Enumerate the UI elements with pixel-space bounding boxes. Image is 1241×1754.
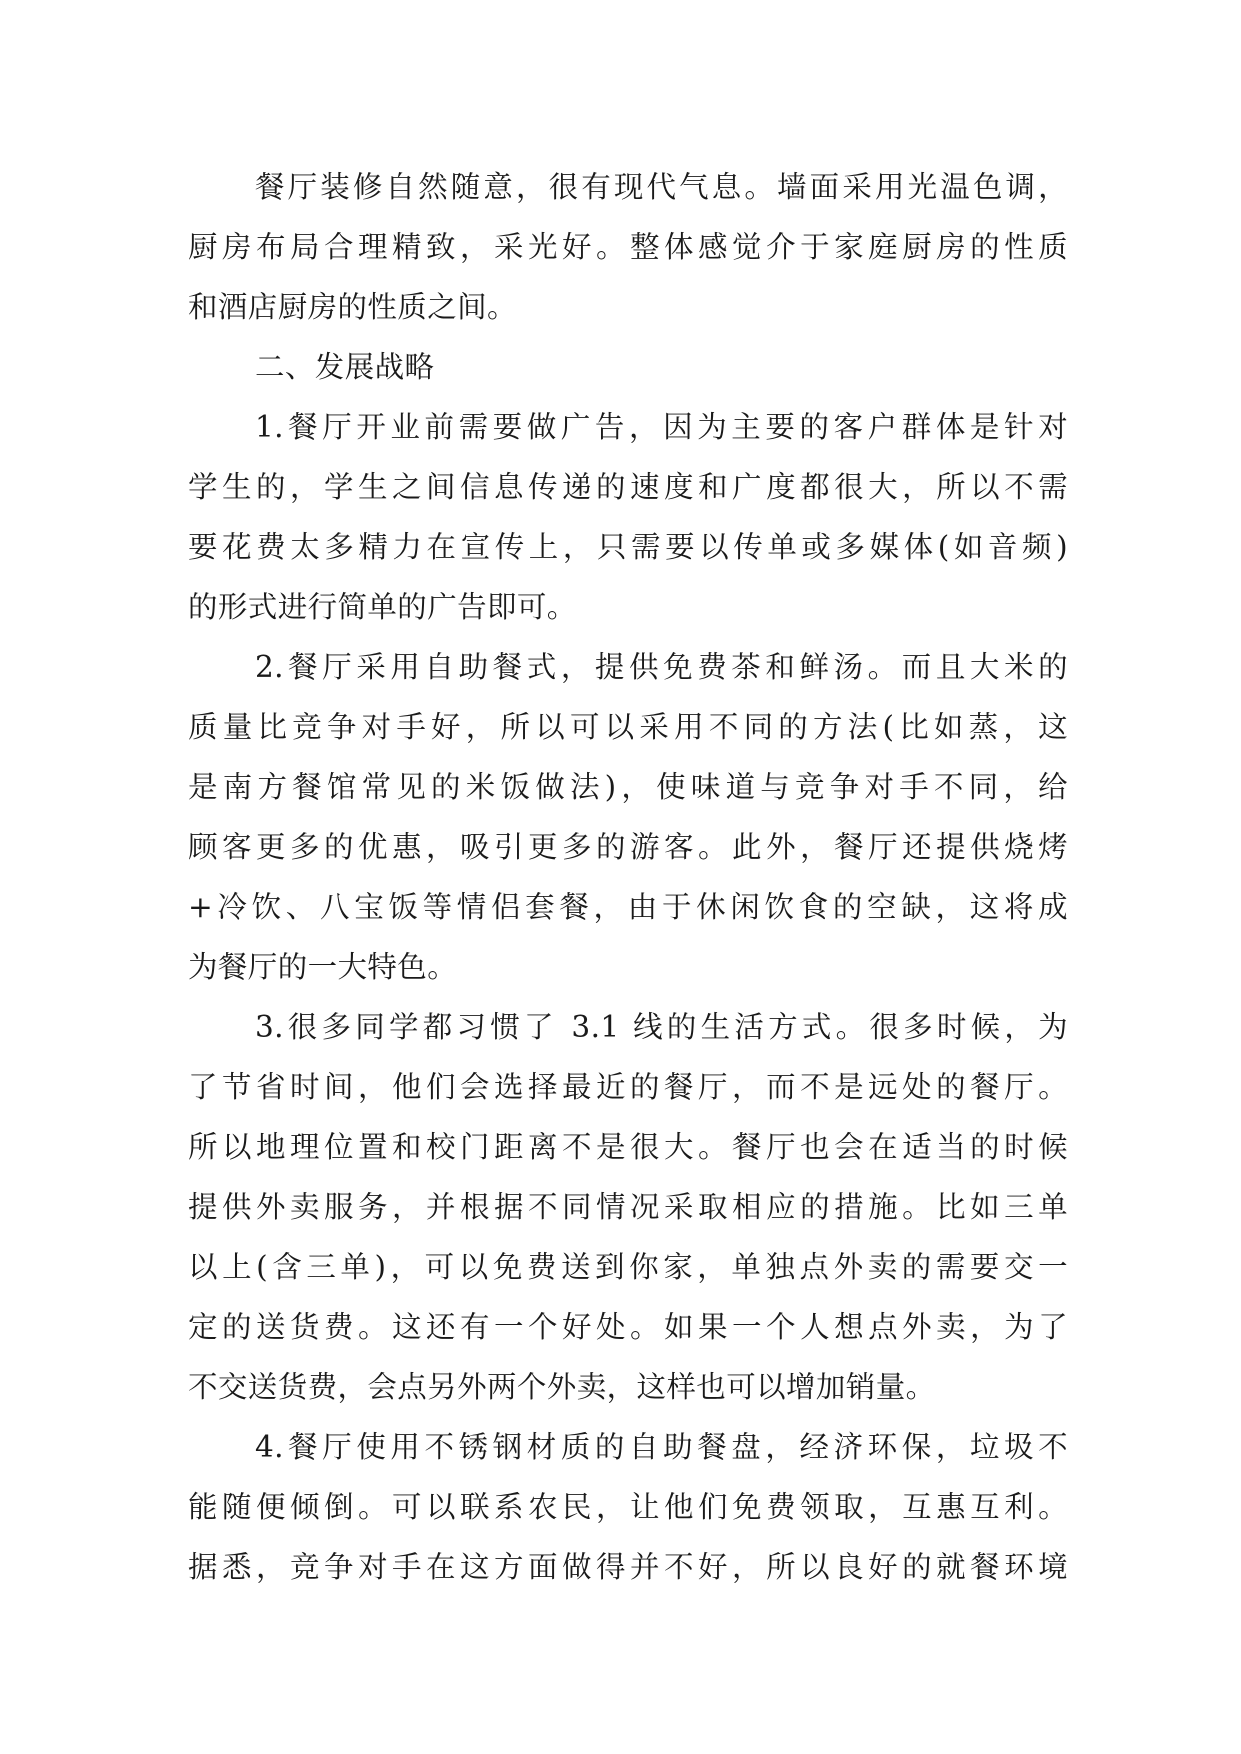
text-line: 厨房布局合理精致，采光好。整体感觉介于家庭厨房的性质: [188, 230, 1068, 264]
text-line: 学生的，学生之间信息传递的速度和广度都很大，所以不需: [188, 470, 1068, 504]
text-line: 3.很多同学都习惯了 3.1 线的生活方式。很多时候，为: [255, 1010, 1068, 1044]
text-line: 2.餐厅采用自助餐式，提供免费茶和鲜汤。而且大米的: [255, 650, 1068, 684]
text-line: 质量比竞争对手好，所以可以采用不同的方法(比如蒸，这: [188, 710, 1068, 744]
text-line: 能随便倾倒。可以联系农民，让他们免费领取，互惠互利。: [188, 1490, 1068, 1524]
text-line: 顾客更多的优惠，吸引更多的游客。此外，餐厅还提供烧烤: [188, 830, 1068, 864]
text-line: 定的送货费。这还有一个好处。如果一个人想点外卖，为了: [188, 1310, 1068, 1344]
text-line: 以上(含三单)，可以免费送到你家，单独点外卖的需要交一: [188, 1250, 1068, 1284]
section-heading: 二、发展战略: [255, 350, 435, 384]
text-line: 的形式进行简单的广告即可。: [188, 590, 577, 624]
text-line: 为餐厅的一大特色。: [188, 950, 458, 984]
text-line: 是南方餐馆常见的米饭做法)，使味道与竞争对手不同，给: [188, 770, 1068, 804]
text-line: +冷饮、八宝饭等情侣套餐，由于休闲饮食的空缺，这将成: [188, 890, 1068, 924]
text-line: 据悉，竞争对手在这方面做得并不好，所以良好的就餐环境: [188, 1550, 1068, 1584]
text-line: 要花费太多精力在宣传上，只需要以传单或多媒体(如音频): [188, 530, 1068, 564]
text-line: 了节省时间，他们会选择最近的餐厅，而不是远处的餐厅。: [188, 1070, 1068, 1104]
text-line: 和酒店厨房的性质之间。: [188, 290, 517, 324]
text-line: 不交送货费，会点另外两个外卖，这样也可以增加销量。: [188, 1370, 936, 1404]
text-line: 1.餐厅开业前需要做广告，因为主要的客户群体是针对: [255, 410, 1068, 444]
text-line: 4.餐厅使用不锈钢材质的自助餐盘，经济环保，垃圾不: [255, 1430, 1068, 1464]
text-line: 餐厅装修自然随意，很有现代气息。墙面采用光温色调，: [255, 170, 1068, 204]
text-line: 所以地理位置和校门距离不是很大。餐厅也会在适当的时候: [188, 1130, 1068, 1164]
text-line: 提供外卖服务，并根据不同情况采取相应的措施。比如三单: [188, 1190, 1068, 1224]
